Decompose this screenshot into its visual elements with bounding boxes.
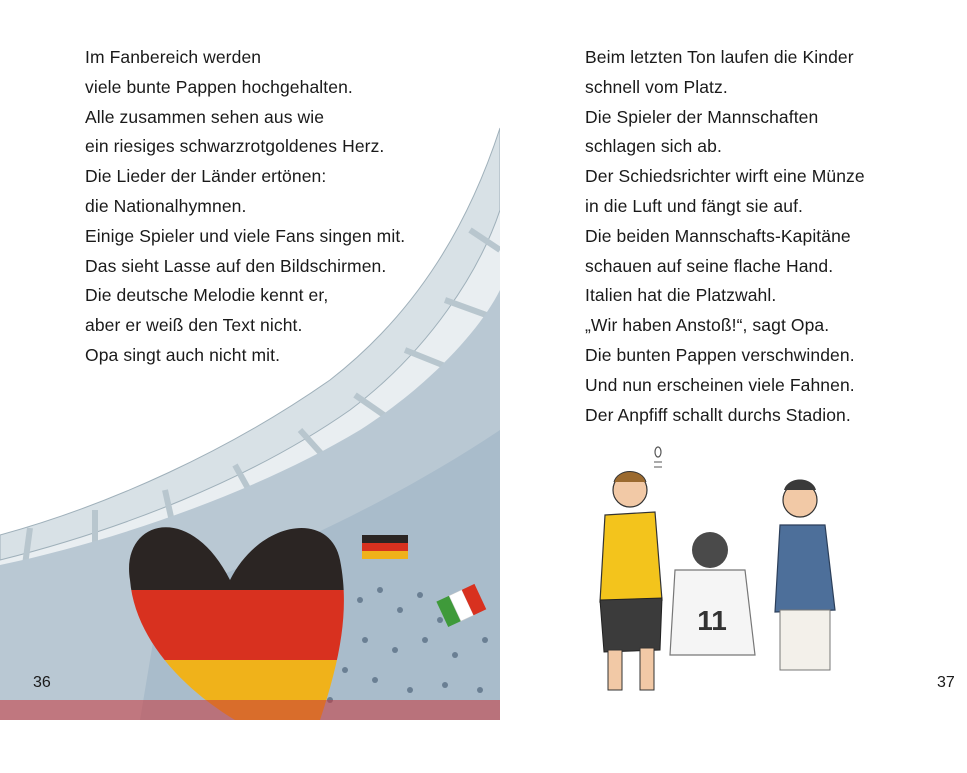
text-line: aber er weiß den Text nicht. (85, 315, 303, 336)
coin-toss-icon (590, 440, 850, 700)
text-line: viele bunte Pappen hochgehalten. (85, 76, 353, 97)
text-line: Alle zusammen sehen aus wie (85, 106, 325, 127)
text-line: Der Anpfiff schallt durchs Stadion. (585, 404, 851, 425)
text-line: ein riesiges schwarzrotgoldenes Herz. (85, 136, 385, 157)
text-line: „Wir haben Anstoß!“, sagt Opa. (585, 315, 830, 336)
left-page-text (85, 43, 405, 371)
text-line: Der Schiedsrichter wirft eine Münze (585, 166, 865, 187)
text-line: Im Fanbereich werden (85, 47, 262, 67)
text-line: Italien hat die Platzwahl. (585, 285, 777, 306)
text-line: Einige Spieler und viele Fans singen mit. (85, 225, 406, 246)
text-line: Und nun erscheinen viele Fahnen. (585, 374, 855, 395)
text-line: in die Luft und fängt sie auf. (585, 195, 804, 216)
page-number-left: 36 (33, 674, 51, 691)
text-line: Die deutsche Melodie kennt er, (85, 285, 329, 306)
page-number-right: 37 (937, 674, 955, 691)
text-line: Die Spieler der Mannschaften (585, 106, 819, 127)
text-line: die Nationalhymnen. (85, 195, 247, 216)
text-line: schlagen sich ab. (585, 136, 722, 157)
text-line: schauen auf seine flache Hand. (585, 255, 834, 276)
text-line: Die bunten Pappen verschwinden. (585, 344, 855, 365)
text-line: schnell vom Platz. (585, 76, 728, 97)
right-page (500, 0, 967, 773)
text-line: Die beiden Mannschafts-Kapitäne (585, 225, 851, 246)
text-line: Das sieht Lasse auf den Bildschirmen. (85, 255, 387, 276)
text-line: Beim letzten Ton laufen die Kinder (585, 47, 854, 67)
text-line: Opa singt auch nicht mit. (85, 344, 281, 365)
jersey-number: 11 (697, 605, 727, 636)
right-page-text (585, 43, 865, 430)
text-line: Die Lieder der Länder ertönen: (85, 166, 327, 187)
